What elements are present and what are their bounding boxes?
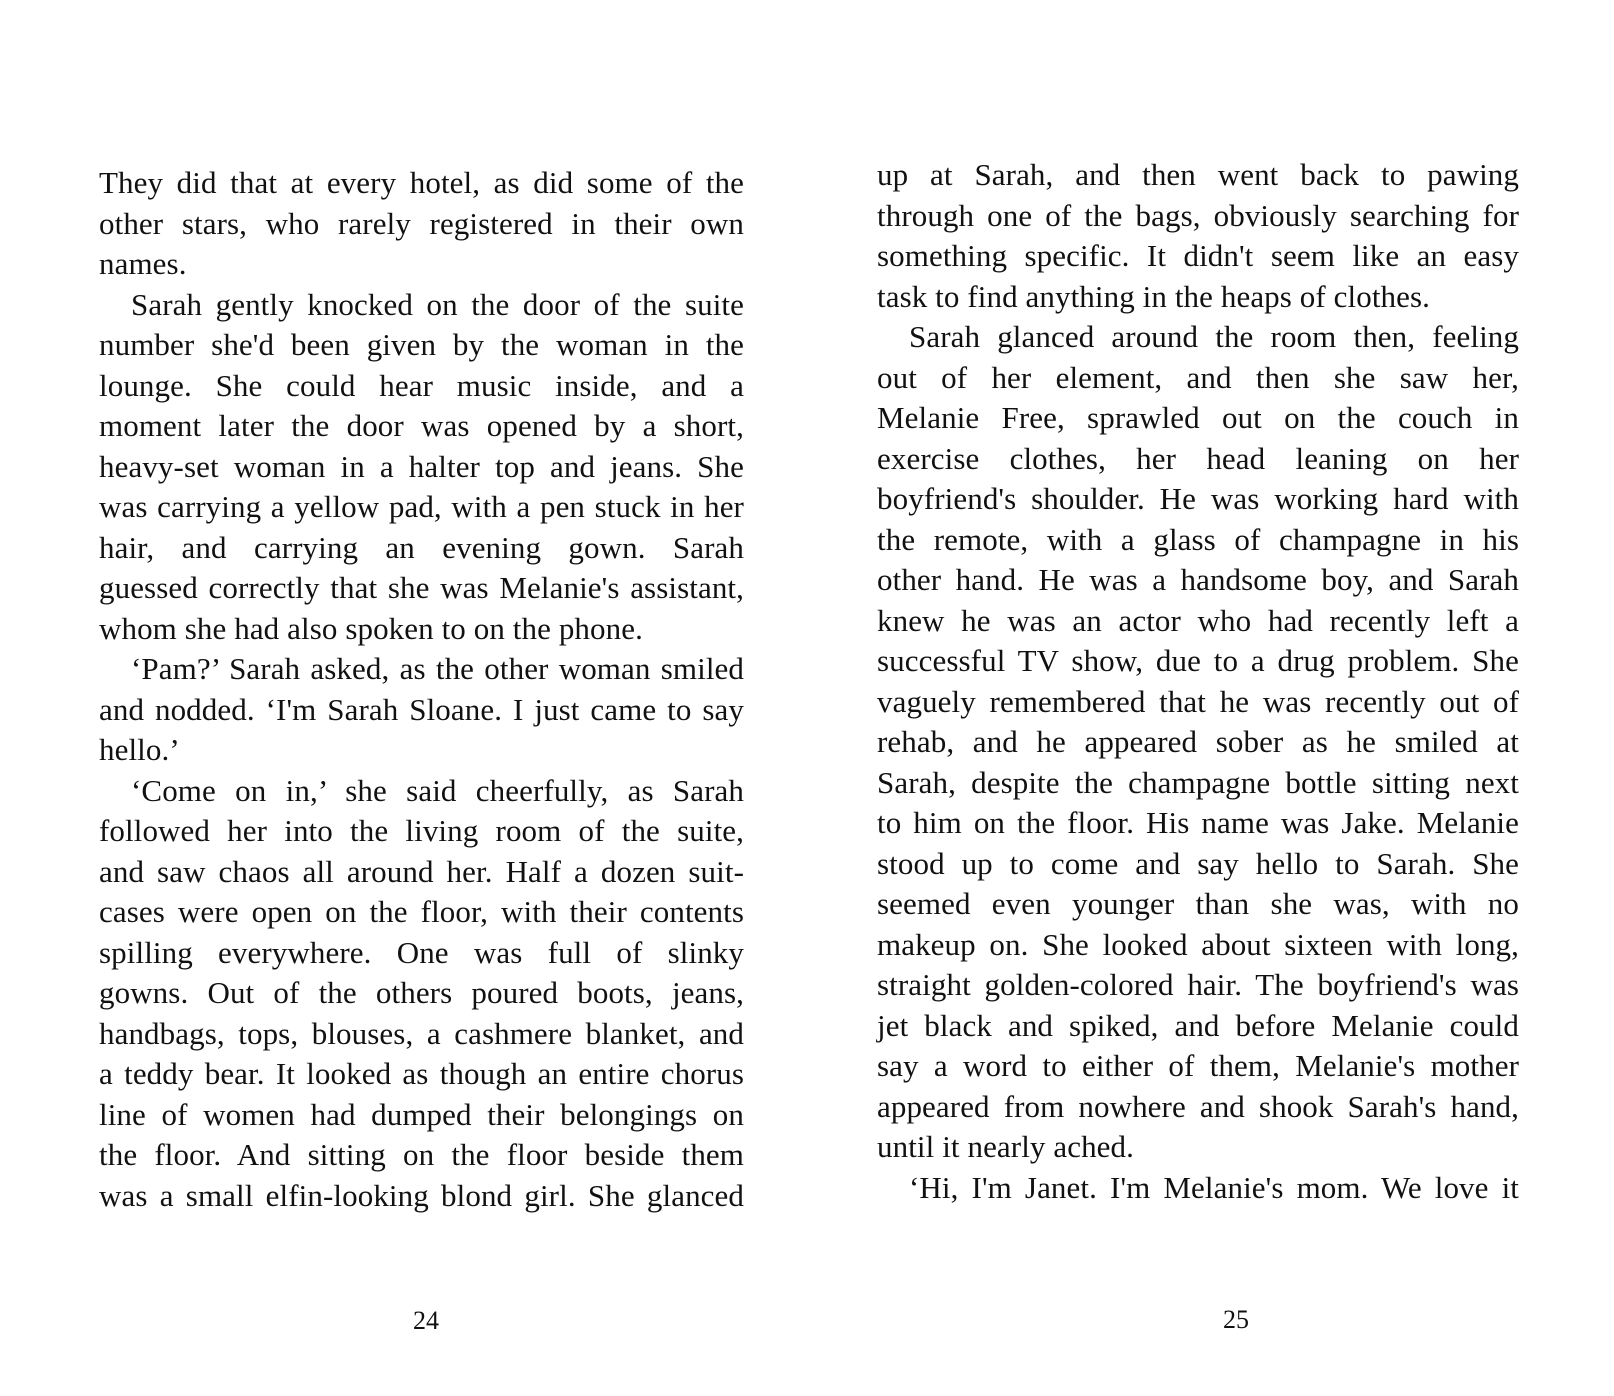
text-line: Sarah gently knocked on the door of the suite <box>131 286 744 322</box>
text-line: ‘Come on in,’ she said cheerfully, as Sarah <box>131 772 744 808</box>
text-line: task to find anything in the heaps of clothes. <box>877 278 1431 314</box>
text-line: stood up to come and say hello to Sarah. She <box>877 845 1519 881</box>
text-line: exercise clothes, her head leaning on her <box>877 440 1519 476</box>
text-line: a teddy bear. It looked as though an entire chorus <box>99 1056 744 1091</box>
text-line: and saw chaos all around her. Half a dozen suit- <box>99 853 744 889</box>
text-line: number she'd been given by the woman in the <box>99 327 744 362</box>
text-line: moment later the door was opened by a short, <box>99 408 744 443</box>
right-page <box>807 0 1614 1396</box>
text-line: was carrying a yellow pad, with a pen stuck in her <box>99 489 744 524</box>
text-line: until it nearly ached. <box>877 1129 1134 1164</box>
left-page-text <box>99 163 744 1216</box>
text-line: hello.’ <box>99 732 180 767</box>
text-line: names. <box>99 246 187 281</box>
text-line: knew he was an actor who had recently left a <box>877 602 1519 638</box>
text-line: hair, and carrying an evening gown. Sarah <box>99 529 744 565</box>
text-line: successful TV show, due to a drug problem. She <box>877 643 1519 678</box>
text-line: gowns. Out of the others poured boots, jeans, <box>99 975 744 1010</box>
text-line: guessed correctly that she was Melanie's assistant, <box>99 570 744 605</box>
text-line: seemed even younger than she was, with no <box>877 886 1519 921</box>
text-line: Sarah glanced around the room then, feeling <box>909 319 1519 354</box>
text-line: straight golden-colored hair. The boyfriend's was <box>877 967 1519 1002</box>
text-line: up at Sarah, and then went back to pawing <box>877 157 1519 192</box>
text-line: lounge. She could hear music inside, and a <box>99 367 744 403</box>
text-line: and nodded. ‘I'm Sarah Sloane. I just came to say <box>99 691 744 727</box>
text-line: through one of the bags, obviously searching for <box>877 197 1519 233</box>
text-line: the remote, with a glass of champagne in his <box>877 521 1519 557</box>
text-line: jet black and spiked, and before Melanie could <box>877 1007 1519 1043</box>
text-line: Melanie Free, sprawled out on the couch in <box>877 400 1519 435</box>
text-line: cases were open on the floor, with their contents <box>99 894 744 929</box>
text-line: appeared from nowhere and shook Sarah's hand, <box>877 1088 1519 1124</box>
text-line: vaguely remembered that he was recently out of <box>877 683 1519 719</box>
text-line: spilling everywhere. One was full of slinky <box>99 934 744 970</box>
right-page-text <box>877 155 1519 1208</box>
text-line: followed her into the living room of the suite, <box>99 813 744 848</box>
text-line: They did that at every hotel, as did some of the <box>99 165 744 200</box>
text-line: ‘Hi, I'm Janet. I'm Melanie's mom. We love it <box>909 1169 1519 1205</box>
text-line: heavy-set woman in a halter top and jeans. She <box>99 448 744 484</box>
text-line: boyfriend's shoulder. He was working hard with <box>877 481 1519 516</box>
text-line: something specific. It didn't seem like an easy <box>877 238 1519 273</box>
text-line: handbags, tops, blouses, a cashmere blanket, and <box>99 1015 744 1051</box>
text-line: line of women had dumped their belongings on <box>99 1096 744 1132</box>
text-line: Sarah, despite the champagne bottle sitting next <box>877 764 1519 800</box>
text-line: the floor. And sitting on the floor beside them <box>99 1137 744 1172</box>
text-line: whom she had also spoken to on the phone. <box>99 610 643 646</box>
text-line: say a word to either of them, Melanie's mother <box>877 1048 1519 1083</box>
text-line: rehab, and he appeared sober as he smiled at <box>877 724 1519 759</box>
text-line: other hand. He was a handsome boy, and Sarah <box>877 562 1519 597</box>
page-number: 25 <box>1223 1305 1249 1334</box>
text-line: was a small elfin-looking blond girl. She glanced <box>99 1177 744 1213</box>
text-line: ‘Pam?’ Sarah asked, as the other woman smiled <box>131 651 744 686</box>
text-line: makeup on. She looked about sixteen with long, <box>877 926 1519 962</box>
text-line: out of her element, and then she saw her, <box>877 359 1519 395</box>
text-line: to him on the floor. His name was Jake. Melanie <box>877 805 1519 840</box>
page-number: 24 <box>413 1306 439 1335</box>
text-line: other stars, who rarely registered in their own <box>99 205 744 241</box>
